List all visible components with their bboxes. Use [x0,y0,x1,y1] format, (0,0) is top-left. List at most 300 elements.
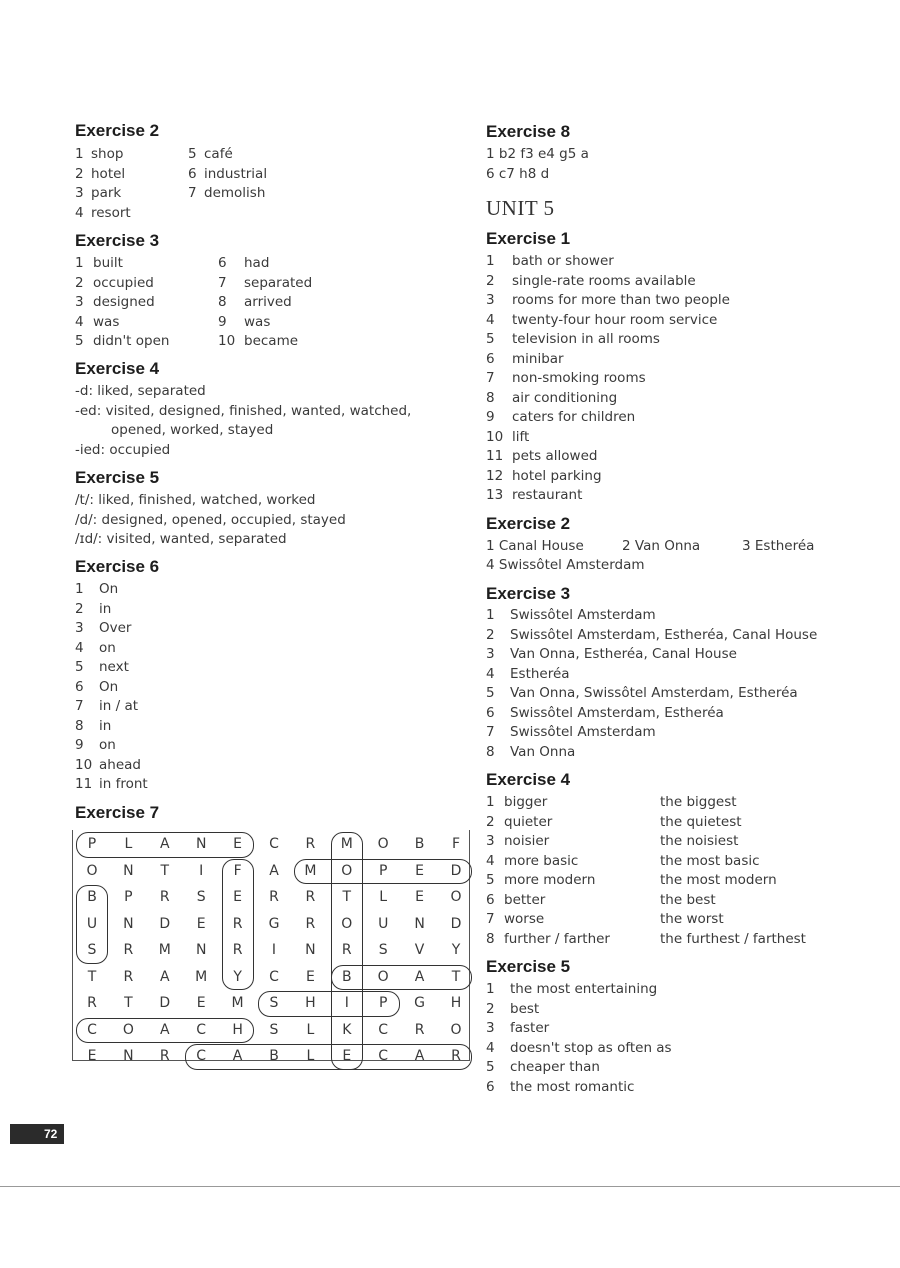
item-text: separated [244,274,313,291]
exercise-6-item [75,658,129,676]
item-number: 1 [75,255,84,271]
word-search-letter: L [124,836,133,852]
unit5-exercise-5-item [486,1019,549,1037]
unit5-exercise-4-superlative: the most modern [660,872,777,888]
item-text: occupied [93,274,154,291]
item-number: 3 [75,620,84,636]
word-search-letter: S [87,942,97,958]
word-search-letter: D [450,915,462,932]
word-search-letter: P [87,836,97,852]
item-text: cheaper than [510,1059,600,1075]
word-search-letter: C [269,836,279,852]
item-number: 4 [486,1039,495,1056]
unit5-exercise-4-item [486,813,552,831]
word-search-letter: N [123,1048,134,1064]
item-number: 9 [486,409,495,425]
unit5-exercise-3-item [486,743,575,761]
unit5-exercise-1-title: Exercise 1 [486,229,571,248]
exercise-8-line: 6 c7 h8 d [486,165,550,182]
word-search-letter: M [231,995,244,1011]
item-number: 2 [486,626,495,643]
exercise-2-item [188,165,267,183]
word-search-circle [258,991,400,1017]
word-search-letter: P [378,862,388,879]
unit5-exercise-5-item [486,1078,634,1096]
item-number: 3 [486,646,495,662]
word-search-letter: H [450,995,462,1011]
item-text: Van Onna, Estheréa, Canal House [510,646,737,662]
word-search-letter: H [232,1021,243,1038]
item-number: 1 [75,581,84,597]
item-number: 5 [75,659,84,675]
word-search-letter: M [158,942,171,958]
item-text: shop [91,146,124,162]
word-search-letter: O [341,915,353,932]
item-number: 4 [75,313,84,330]
exercise-4-line: -d: liked, separated [75,383,206,399]
word-search-letter: S [196,889,206,905]
item-text: Van Onna, Swissôtel Amsterdam, Estheréa [510,685,798,701]
exercise-6-item [75,717,111,735]
unit5-exercise-4-item [486,793,547,811]
unit5-exercise-4-superlative: the noisiest [660,833,739,849]
unit5-exercise-1-item [486,408,635,426]
item-text: park [91,185,122,201]
exercise-2-item [75,184,121,202]
item-number: 7 [486,911,495,927]
item-text: the most romantic [510,1078,635,1095]
item-number: 1 [75,146,84,162]
item-text: Swissôtel Amsterdam, Estheréa [510,704,724,721]
word-search-letter: R [232,942,243,958]
exercise-4-line: opened, worked, stayed [111,422,274,438]
item-number: 12 [486,467,504,484]
unit5-exercise-4-superlative: the worst [660,911,724,927]
unit5-exercise-1-item [486,350,564,368]
word-search-letter: R [414,1021,425,1038]
item-text: resort [91,204,131,221]
unit5-exercise-1-item [486,447,597,465]
item-text: twenty-four hour room service [512,311,718,328]
item-text: next [99,659,129,675]
item-number: 11 [486,448,504,464]
item-number: 3 [486,292,495,308]
word-search-letter: O [341,862,353,879]
item-number: 2 [75,165,84,182]
item-text: designed [93,294,155,310]
word-search-letter: F [451,836,461,852]
item-text: the most entertaining [510,981,658,997]
item-text: was [93,313,120,330]
item-text: didn't open [93,333,170,349]
word-search-letter: A [269,862,279,879]
item-number: 2 [75,274,84,291]
word-search-letter: F [233,862,242,879]
exercise-2-item [75,165,125,183]
exercise-3-item [75,293,155,311]
word-search-grid [72,830,470,1064]
item-number: 8 [75,717,84,734]
item-text: arrived [244,294,292,310]
unit5-exercise-5-title: Exercise 5 [486,957,571,976]
item-text: lift [512,428,530,445]
word-search-letter: E [305,968,315,985]
item-text: On [99,581,119,597]
word-search-letter: I [344,995,349,1011]
item-text: Swissôtel Amsterdam [510,607,656,623]
exercise-5-line: /t/: liked, finished, watched, worked [75,492,316,508]
item-text: café [204,146,233,162]
item-number: 4 [486,665,495,682]
unit5-exercise-1-item [486,291,730,309]
word-search-letter: R [159,889,170,905]
unit5-exercise-5-item [486,980,657,998]
unit5-exercise-5-item [486,1058,600,1076]
word-search-letter: C [378,1048,389,1064]
word-search-letter: R [305,836,316,852]
exercise-6-item [75,600,111,618]
word-search-letter: P [378,995,388,1011]
exercise-6-item [75,580,118,598]
unit5-exercise-4-item [486,832,549,850]
item-number: 1 [486,607,495,623]
item-number: 8 [486,743,495,760]
exercise-6-title: Exercise 6 [75,557,160,576]
item-text: hotel [91,165,126,182]
word-search-letter: R [123,968,134,985]
word-search-letter: C [196,1048,207,1064]
unit5-exercise-2-item: 4 Swissôtel Amsterdam [486,557,645,573]
item-text: single-rate rooms available [512,272,696,289]
exercise-5-title: Exercise 5 [75,468,160,487]
word-search-circle [76,885,108,964]
unit5-exercise-2-item: 3 Estheréa [742,538,815,554]
word-search-letter: E [196,915,206,932]
item-text: hotel parking [512,467,602,484]
word-search-letter: N [305,942,316,958]
item-number: 6 [486,891,495,908]
item-number: 7 [218,274,227,291]
item-text: pets allowed [512,448,598,464]
item-number: 1 [486,981,495,997]
item-text: more modern [504,872,596,888]
item-text: Swissôtel Amsterdam [510,724,656,740]
word-search-letter: S [378,942,388,958]
item-text: built [93,255,123,271]
item-number: 3 [486,833,495,849]
word-search-letter: P [124,889,133,905]
item-number: 8 [486,930,495,947]
exercise-6-item [75,678,118,696]
exercise-4-line: -ied: occupied [75,441,171,458]
word-search-letter: S [269,1021,279,1038]
word-search-letter: S [269,995,279,1011]
item-number: 5 [486,331,495,347]
word-search-letter: D [159,995,171,1011]
word-search-letter: E [196,995,206,1011]
word-search-letter: O [86,862,98,879]
word-search-letter: T [160,862,170,879]
unit5-exercise-2-item: 1 Canal House [486,538,584,554]
word-search-letter: L [306,1048,315,1064]
word-search-circle [222,859,254,991]
word-search-circle [294,859,472,885]
item-text: ahead [99,756,141,773]
unit5-exercise-4-superlative: the biggest [660,794,737,810]
unit5-exercise-4-superlative: the best [660,891,716,908]
item-number: 4 [75,204,84,221]
item-text: On [99,678,119,695]
exercise-7-title: Exercise 7 [75,803,160,822]
item-text: rooms for more than two people [512,292,730,308]
word-search-letter: L [379,889,388,905]
unit5-exercise-1-item [486,252,614,270]
word-search-letter: N [195,942,207,958]
word-search-letter: A [414,968,425,985]
word-search-letter: R [305,915,316,932]
word-search-letter: T [87,968,97,985]
exercise-3-item [218,293,292,311]
word-search-letter: B [341,968,352,985]
item-text: more basic [504,852,579,869]
exercise-2-item [75,204,131,222]
word-search-letter: N [195,836,207,852]
exercise-3-item [218,313,270,331]
page-number: 72 [44,1127,58,1141]
exercise-2-title: Exercise 2 [75,121,160,140]
item-number: 7 [486,724,495,740]
word-search-letter: U [378,915,389,932]
unit5-exercise-1-item [486,389,617,407]
item-text: had [244,255,270,271]
item-text: air conditioning [512,389,618,406]
item-number: 3 [75,294,84,310]
item-number: 10 [486,428,504,445]
word-search-letter: B [269,1048,279,1064]
item-text: on [99,639,116,656]
item-number: 6 [486,1078,495,1095]
item-number: 8 [486,389,495,406]
item-text: in front [99,776,148,792]
exercise-3-item [75,274,154,292]
item-number: 2 [75,600,84,617]
exercise-5-line: /ɪd/: visited, wanted, separated [75,531,287,547]
exercise-6-item [75,697,138,715]
word-search-letter: C [196,1021,207,1038]
item-number: 7 [188,185,197,201]
unit5-exercise-4-item [486,852,578,870]
exercise-6-item [75,775,148,793]
item-number: 4 [486,311,495,328]
item-text: in / at [99,698,139,714]
unit5-exercise-5-item [486,1000,539,1018]
word-search-letter: R [341,942,352,958]
item-text: Over [99,620,132,636]
unit5-exercise-4-superlative: the most basic [660,852,760,869]
word-search-letter: M [340,836,353,852]
word-search-letter: M [195,968,208,985]
unit5-exercise-3-title: Exercise 3 [486,584,571,603]
exercise-3-item [75,313,119,331]
item-number: 2 [486,813,495,830]
word-search-letter: R [123,942,134,958]
word-search-letter: Y [233,968,242,985]
exercise-2-item [188,145,233,163]
item-number: 2 [486,272,495,289]
unit5-exercise-4-superlative: the furthest / farthest [660,930,806,947]
item-text: in [99,600,112,617]
exercise-3-item [218,274,312,292]
exercise-3-item [75,332,169,350]
unit5-exercise-1-item [486,369,646,387]
item-text: further / farther [504,930,610,947]
word-search-letter: V [414,942,425,958]
item-text: industrial [204,165,268,182]
item-text: demolish [204,185,266,201]
word-search-letter: N [123,915,134,932]
item-number: 7 [486,370,495,386]
word-search-letter: Y [451,942,461,958]
bottom-rule [0,1186,900,1187]
unit5-exercise-1-item [486,311,717,329]
word-search-letter: E [342,1048,352,1064]
word-search-letter: K [342,1021,352,1038]
item-number: 6 [188,165,197,182]
item-number: 4 [75,639,84,656]
word-search-letter: I [199,862,204,879]
item-text: noisier [504,833,550,849]
item-text: caters for children [512,409,636,425]
word-search-letter: R [87,995,97,1011]
item-number: 6 [75,678,84,695]
unit5-exercise-1-item [486,272,696,290]
word-search-circle [76,1018,254,1044]
word-search-letter: B [87,889,97,905]
word-search-letter: C [87,1021,97,1038]
word-search-circle [185,1044,472,1070]
unit5-exercise-3-item [486,606,656,624]
word-search-letter: A [160,1021,170,1038]
exercise-8-title: Exercise 8 [486,122,571,141]
item-number: 5 [486,872,495,888]
item-text: television in all rooms [512,331,660,347]
exercise-3-item [75,254,123,272]
unit5-exercise-1-item [486,428,529,446]
exercise-2-item [75,145,123,163]
unit5-exercise-3-item [486,704,724,722]
word-search-letter: G [414,995,426,1011]
item-text: on [99,737,116,753]
word-search-letter: D [159,915,171,932]
word-search-letter: B [414,836,425,852]
item-number: 7 [75,698,84,714]
item-text: best [510,1000,540,1017]
unit5-exercise-4-item [486,871,595,889]
unit5-exercise-1-item [486,486,582,504]
item-number: 8 [218,294,227,310]
exercise-4-title: Exercise 4 [75,359,160,378]
word-search-letter: R [305,889,316,905]
exercise-6-item [75,756,141,774]
word-search-circle [331,832,363,1070]
item-text: quieter [504,813,553,830]
unit5-exercise-5-item [486,1039,672,1057]
item-number: 1 [486,794,495,810]
unit5-exercise-2-item: 2 Van Onna [622,538,701,554]
unit5-exercise-3-item [486,684,798,702]
item-number: 11 [75,776,93,792]
item-text: Swissôtel Amsterdam, Estheréa, Canal House [510,626,818,643]
word-search-letter: T [342,889,352,905]
item-number: 13 [486,487,504,503]
word-search-letter: R [232,915,243,932]
item-number: 9 [218,313,227,330]
item-number: 6 [486,704,495,721]
word-search-letter: A [160,836,170,852]
word-search-letter: R [269,889,279,905]
item-number: 6 [486,350,495,367]
word-search-letter: O [377,836,389,852]
item-number: 5 [486,1059,495,1075]
unit5-exercise-4-title: Exercise 4 [486,770,571,789]
word-search-letter: N [414,915,425,932]
word-search-letter: E [233,836,243,852]
item-text: became [244,333,299,349]
item-text: in [99,717,112,734]
word-search-letter: A [160,968,170,985]
exercise-6-item [75,619,131,637]
unit5-exercise-1-item [486,467,602,485]
word-search-letter: C [269,968,279,985]
unit5-exercise-1-item [486,330,660,348]
item-text: restaurant [512,487,583,503]
word-search-letter: I [271,942,277,958]
unit5-exercise-4-item [486,910,544,928]
item-text: minibar [512,350,564,367]
exercise-8-line: 1 b2 f3 e4 g5 a [486,146,589,162]
item-text: worse [504,911,545,927]
word-search-letter: T [451,968,461,985]
word-search-letter: E [233,889,243,905]
unit5-exercise-4-item [486,891,545,909]
item-text: was [244,313,271,330]
exercise-2-item [188,184,265,202]
item-text: Estheréa [510,665,570,682]
word-search-letter: T [124,995,133,1011]
item-text: bigger [504,794,548,810]
unit5-exercise-4-superlative: the quietest [660,813,742,830]
word-search-letter: E [415,889,425,905]
item-text: bath or shower [512,253,614,269]
word-search-letter: O [377,968,389,985]
word-search-letter: C [378,1021,389,1038]
word-search-letter: D [450,862,462,879]
unit5-exercise-3-item [486,626,817,644]
item-number: 9 [75,737,84,753]
item-number: 4 [486,852,495,869]
exercise-6-item [75,639,116,657]
word-search-letter: N [123,862,134,879]
word-search-letter: O [450,1021,462,1038]
word-search-letter: H [305,995,316,1011]
unit5-exercise-3-item [486,665,570,683]
item-number: 6 [218,255,227,271]
item-number: 1 [486,253,495,269]
item-text: Van Onna [510,743,576,760]
word-search-letter: O [122,1021,134,1038]
exercise-5-line: /d/: designed, opened, occupied, stayed [75,511,346,528]
item-number: 2 [486,1000,495,1017]
